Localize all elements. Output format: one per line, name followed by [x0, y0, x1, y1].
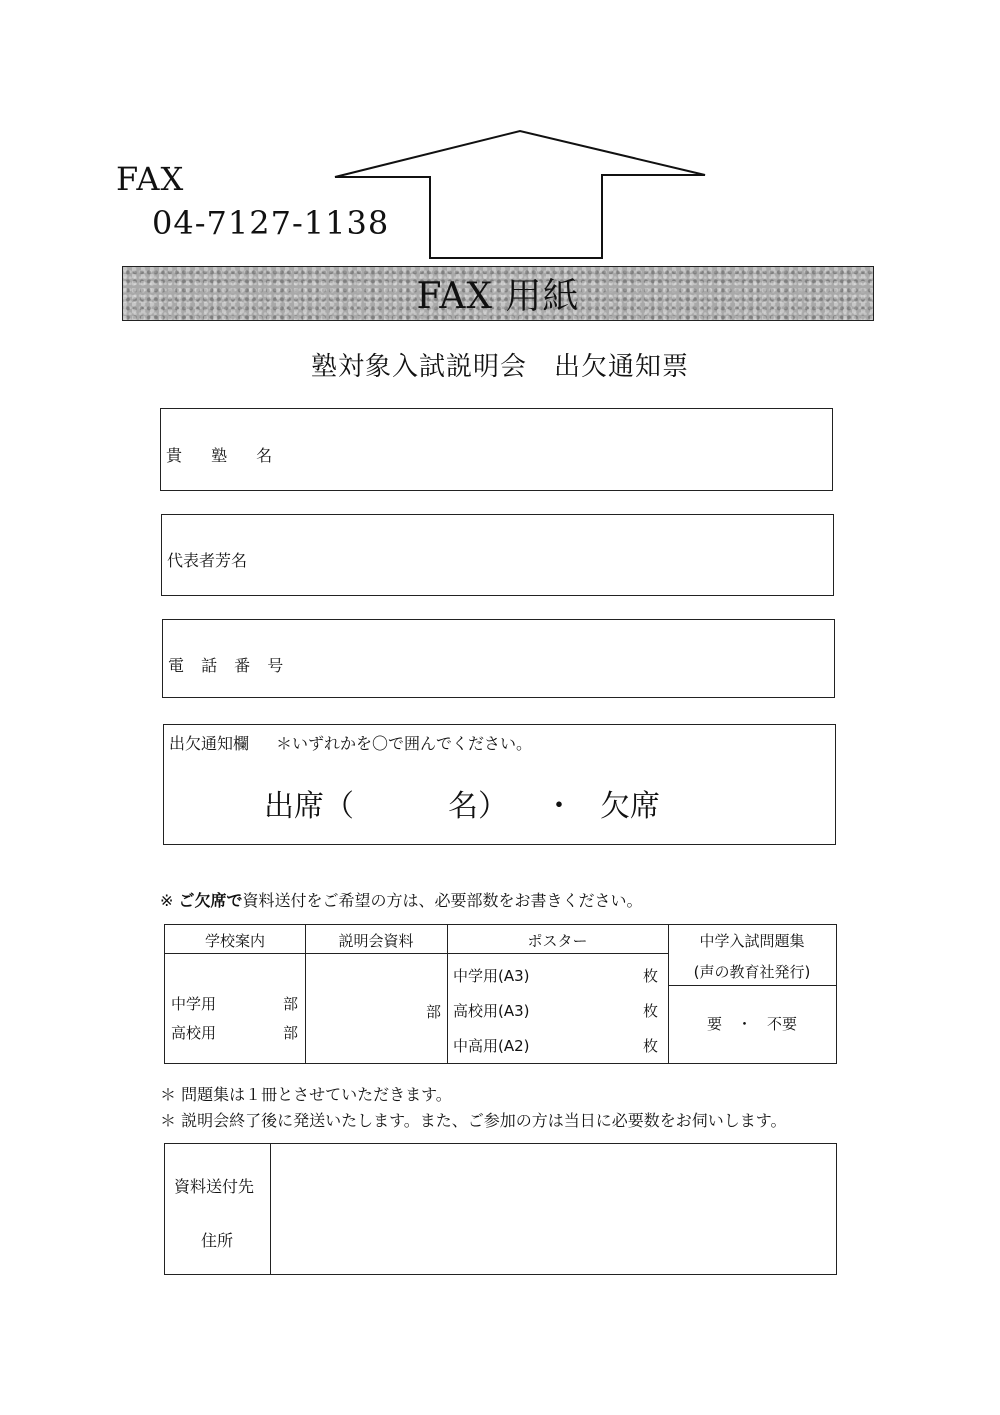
poster-combined-unit: 枚: [643, 1037, 659, 1055]
problem-book-choice[interactable]: 要 ・ 不要: [706, 1015, 797, 1033]
note-text: 資料送付をご希望の方は、必要部数をお書きください。: [242, 891, 643, 910]
briefing-unit: 部: [426, 1003, 442, 1021]
representative-name-field[interactable]: [161, 514, 834, 596]
phone-number-label: 電 話 番 号: [168, 656, 290, 675]
footnotes: [160, 1082, 787, 1134]
address-label: 住所: [201, 1231, 234, 1250]
attendance-box[interactable]: [163, 724, 836, 845]
phone-number-field[interactable]: [162, 619, 835, 698]
mailing-destination-label: 資料送付先: [174, 1177, 255, 1196]
page-title: 塾対象入試説明会 出欠通知票: [310, 352, 689, 382]
banner-title: FAX 用紙: [416, 276, 580, 317]
poster-jhs-unit: 枚: [643, 967, 659, 985]
header-briefing-materials: 説明会資料: [338, 932, 414, 950]
problem-book-publisher: (声の教育社発行): [693, 963, 811, 981]
option-separator: ・: [544, 789, 574, 824]
footnote-problem-book: ＊ 問題集は１冊とさせていただきます。: [160, 1085, 452, 1104]
poster-hs-label: 高校用(A3): [453, 1002, 530, 1020]
mailing-address-field[interactable]: [164, 1143, 837, 1275]
school-name-label: 貴 塾 名: [166, 446, 285, 465]
poster-combined-label: 中高用(A2): [453, 1037, 530, 1055]
header-poster: ポスター: [527, 932, 588, 950]
attendance-instruction: ＊いずれかを〇で囲んでください。: [276, 734, 533, 753]
school-guide-jhs-unit: 部: [283, 995, 299, 1013]
up-arrow-icon: [330, 125, 710, 265]
representative-name-label: 代表者芳名: [167, 551, 248, 570]
poster-jhs-label: 中学用(A3): [453, 967, 530, 985]
note-mark: ※: [160, 891, 174, 910]
header-school-guide: 学校案内: [204, 932, 265, 950]
school-name-field[interactable]: [160, 408, 833, 491]
poster-hs-unit: 枚: [643, 1002, 659, 1020]
attendee-count-suffix: 名）: [448, 789, 508, 824]
header-problem-book: 中学入試問題集: [699, 932, 805, 950]
school-guide-hs-label: 高校用: [171, 1024, 217, 1042]
present-option[interactable]: 出席（: [264, 789, 354, 824]
fax-number: 04-7127-1138: [152, 204, 390, 242]
materials-request-note: [160, 888, 643, 911]
materials-table: [164, 924, 837, 1064]
school-guide-jhs-label: 中学用: [171, 995, 217, 1013]
fax-label: FAX: [116, 160, 185, 198]
fax-banner: [122, 266, 874, 321]
absent-option[interactable]: 欠席: [600, 789, 660, 824]
attendance-label: 出欠通知欄: [169, 734, 250, 753]
footnote-shipping: ＊ 説明会終了後に発送いたします。また、ご参加の方は当日に必要数をお伺いします。: [160, 1111, 787, 1130]
school-guide-hs-unit: 部: [283, 1024, 299, 1042]
note-emphasis: ご欠席で: [178, 891, 243, 910]
